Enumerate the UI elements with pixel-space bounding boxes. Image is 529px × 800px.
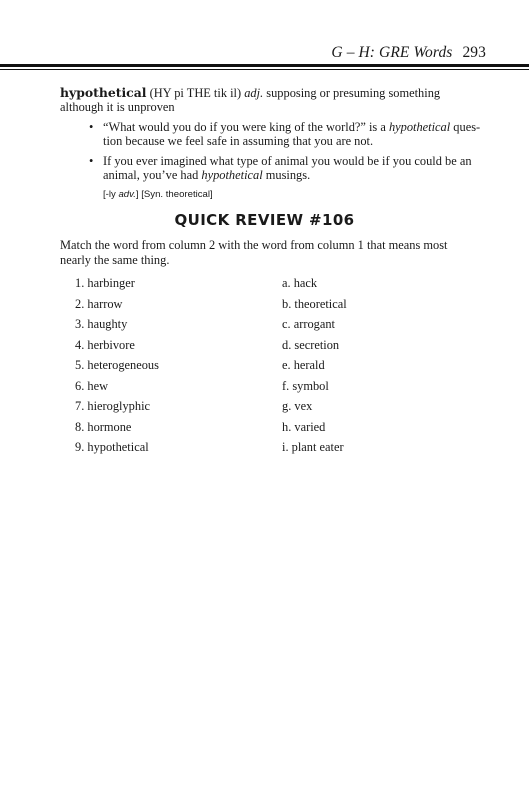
entry-headword: hypothetical [60,85,147,100]
bullet-icon: • [89,120,94,134]
header-rule-thin [0,69,529,70]
example-text: tion because we feel safe in assuming that you are not. [103,134,374,148]
list-item: e. herald [282,358,325,372]
list-item: 1. harbinger [75,276,135,290]
example-list [60,120,490,182]
page-number: 293 [462,44,486,61]
example-emphasis: hypothetical [201,168,263,182]
running-title: G – H: GRE Words [331,44,453,61]
list-item: i. plant eater [282,440,344,454]
entry-pronunciation: (HY pi THE tik il) [149,86,242,100]
example-text: “What would you do if you were king of the world?” is a [103,120,389,134]
entry-definition [60,86,490,114]
entry-part-of-speech: adj. [244,86,264,100]
synonym-text: ] [Syn. theoretical] [135,189,213,200]
example-text: If you ever imagined what type of animal you would be if you could be an [103,154,472,168]
dictionary-entry [60,86,490,202]
example-text: ques- [450,120,481,134]
list-item: 8. hormone [75,419,132,434]
list-item: b. theoretical [282,296,347,311]
list-item: 6. hew [75,378,109,393]
entry-definition-text: supposing or presuming something [266,86,441,100]
bullet-icon: • [89,154,94,168]
list-item: 4. herbivore [75,337,135,352]
review-title: QUICK REVIEW #106 [174,211,355,229]
synonym-text: [-ly [103,189,119,200]
running-head [331,44,486,62]
example-text: musings. [262,168,311,182]
list-item: d. secretion [282,337,340,352]
example-emphasis: hypothetical [388,120,451,134]
list-item: a. hack [282,276,318,290]
list-item: 2. harrow [75,296,123,311]
list-item: 5. heterogeneous [75,358,159,372]
list-item: 9. hypothetical [75,440,149,454]
example-item [89,154,490,182]
list-item: 7. hieroglyphic [75,399,151,413]
instructions-line: nearly the same thing. [60,253,170,267]
list-item: g. vex [282,399,313,413]
entry-synonyms [103,188,490,202]
example-text: animal, you’ve had [103,168,202,182]
synonym-emphasis: adv. [118,189,136,200]
list-item: f. symbol [282,378,329,393]
entry-definition-text-cont: although it is unproven [60,100,175,114]
header-rule-thick [0,64,529,67]
review-instructions [60,238,490,268]
column-2 [282,276,347,461]
list-item: 3. haughty [75,317,128,331]
list-item: h. varied [282,419,326,434]
list-item: c. arrogant [282,317,335,331]
instructions-line: Match the word from column 2 with the word from column 1 that means most [60,238,448,252]
column-1 [75,276,159,461]
example-item [89,120,490,148]
